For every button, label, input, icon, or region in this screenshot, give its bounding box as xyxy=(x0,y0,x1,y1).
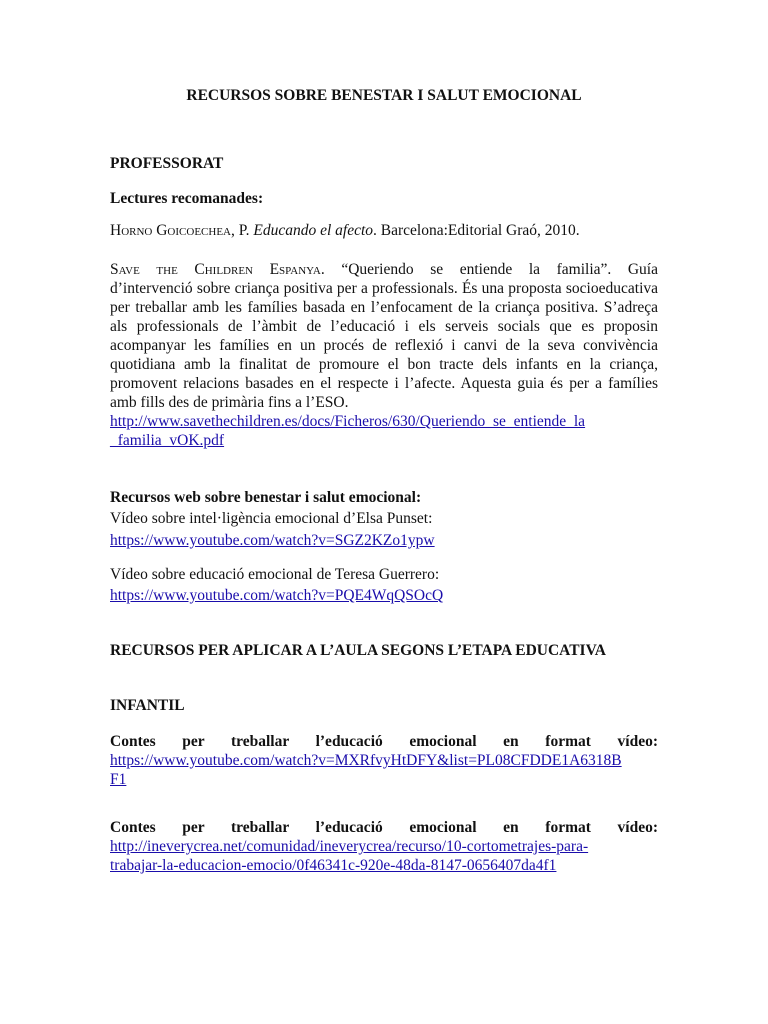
video2-link[interactable]: https://www.youtube.com/watch?v=PQE4WqQSOcQ xyxy=(110,587,444,604)
professorat-heading: PROFESSORAT xyxy=(110,155,224,172)
reference-title-text: . “Queriendo se entiende la familia”. Guía xyxy=(320,261,658,278)
reference-first-line xyxy=(110,260,658,279)
guide-pdf-link[interactable]: http://www.savethechildren.es/docs/Ficheros/630/Queriendo_se_entiende_la _familia_vOK.pdf xyxy=(110,413,586,449)
aula-heading: RECURSOS PER APLICAR A L’AULA SEGONS L’ETAPA EDUCATIVA xyxy=(110,642,606,659)
youtube-playlist-link[interactable]: https://www.youtube.com/watch?v=MXRfvyHtDFY&list=PL08CFDDE1A6318B F1 xyxy=(110,752,622,788)
video2-label: Vídeo sobre educació emocional de Teresa Guerrero: xyxy=(110,566,440,583)
reference-author: Horno Goicoechea xyxy=(110,222,231,239)
item-label: Contes per treballar l’educació emocional en format vídeo: xyxy=(110,733,658,750)
reference-save-the-children xyxy=(110,260,658,450)
video1-label: Vídeo sobre intel·ligència emocional d’Elsa Punset: xyxy=(110,510,433,527)
reference-description: d’intervenció sobre criança positiva per a professionals. És una proposta socioeducativa per treballar amb les famílies basada en l’enfocament de la criança positiva. S’adreça als professionals de l’àmbit de l’educació i els serveis socials que es proposin acompanyar les famílies en un procés de reflexió i canvi de la seva convivència quotidiana amb la finalitat de promoure el bon tracte dels infants en la criança, promovent relacions basades en el respecte i l’afecte. Aquesta guia és per a famílies amb fills des de primària fins a l’ESO. xyxy=(110,280,658,411)
reference-publisher: . Barcelona:Editorial Graó, 2010. xyxy=(373,222,580,239)
infantil-heading: INFANTIL xyxy=(110,697,185,714)
reference-initial: , P. xyxy=(230,222,254,239)
item-label: Contes per treballar l’educació emocional en format vídeo: xyxy=(110,819,658,836)
lectures-heading: Lectures recomanades: xyxy=(110,190,264,207)
ineverycrea-link[interactable]: http://ineverycrea.net/comunidad/ineverycrea/recurso/10-cortometrajes-para- trabajar-la-educacion-emocio/0f46341c-920e-48da-8147-0656407da4f1 xyxy=(110,838,589,874)
reference-horno xyxy=(110,221,658,240)
infantil-item-1 xyxy=(110,732,658,789)
document-title: RECURSOS SOBRE BENESTAR I SALUT EMOCIONAL xyxy=(186,87,582,104)
web-resources-heading: Recursos web sobre benestar i salut emocional: xyxy=(110,489,422,506)
video1-link[interactable]: https://www.youtube.com/watch?v=SGZ2KZo1ypw xyxy=(110,532,435,549)
infantil-item-2 xyxy=(110,818,658,875)
reference-author: Save the Children Espanya xyxy=(110,261,321,278)
document-page xyxy=(110,0,658,1024)
reference-book-title: Educando el afecto xyxy=(253,222,374,239)
